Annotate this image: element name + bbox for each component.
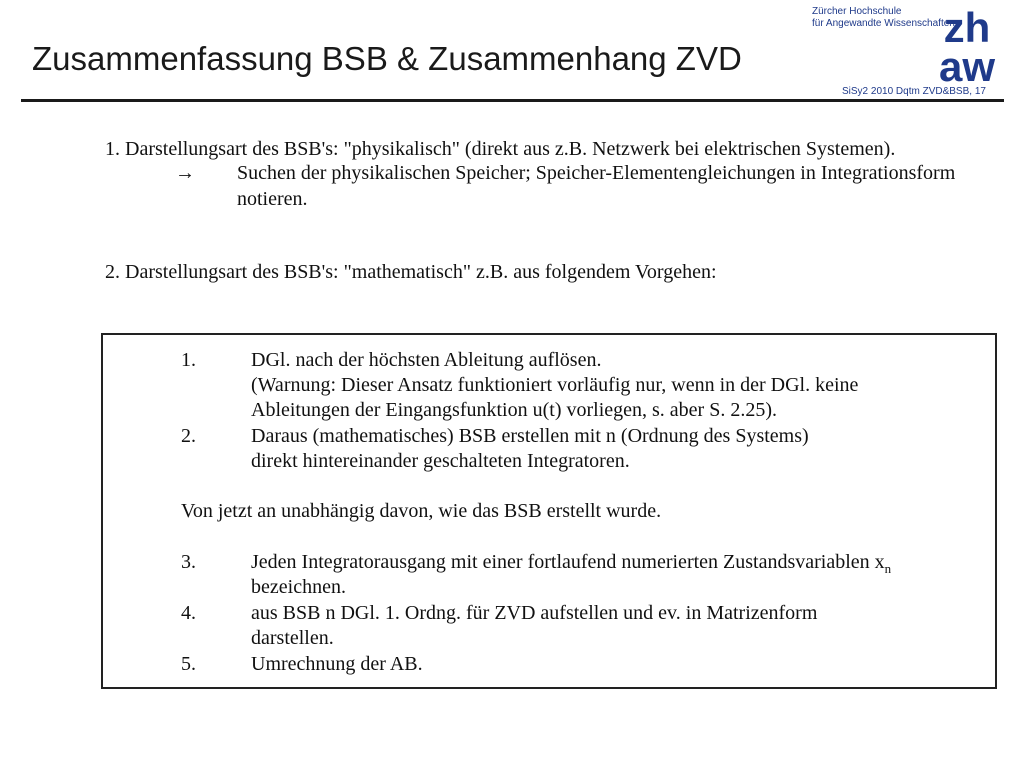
step-1-line-2: (Warnung: Dieser Ansatz funktioniert vorläufig nur, wenn in der DGl. keine <box>251 374 859 396</box>
procedure-box <box>101 333 997 689</box>
step-3-line-1 <box>251 551 891 577</box>
intro-item-1-line-1: 1. Darstellungsart des BSB's: "physikalisch" (direkt aus z.B. Netzwerk bei elektrischen Systemen). <box>105 138 896 160</box>
step-1-number: 1. <box>181 349 196 371</box>
procedure-note: Von jetzt an unabhängig davon, wie das BSB erstellt wurde. <box>181 500 662 522</box>
title-divider <box>21 99 1004 102</box>
step-3-line-1-text: Jeden Integratorausgang mit einer fortlaufend numerierten Zustandsvariablen x <box>251 551 885 573</box>
step-3-subscript: n <box>884 561 892 576</box>
step-5-number: 5. <box>181 653 196 675</box>
intro-item-1-line-2: Suchen der physikalischen Speicher; Speicher-Elementengleichungen in Integrationsform <box>237 162 956 184</box>
logo-text-top: zh <box>943 4 991 51</box>
intro-item-1-line-3: notieren. <box>237 188 308 210</box>
step-4-line-2: darstellen. <box>251 627 334 649</box>
slide-reference: SiSy2 2010 Dqtm ZVD&BSB, 17 <box>842 86 986 97</box>
arrow-right-icon: → <box>175 162 195 184</box>
step-3-number: 3. <box>181 551 196 573</box>
intro-item-2: 2. Darstellungsart des BSB's: "mathematisch" z.B. aus folgendem Vorgehen: <box>105 261 717 283</box>
step-2-line-1: Daraus (mathematisches) BSB erstellen mit n (Ordnung des Systems) <box>251 425 809 447</box>
step-1-line-3: Ableitungen der Eingangsfunktion u(t) vorliegen, s. aber S. 2.25). <box>251 399 777 421</box>
step-4-number: 4. <box>181 602 196 624</box>
logo-text-bottom: aw <box>938 43 996 84</box>
intro-item-1 <box>105 138 956 210</box>
step-2-line-2: direkt hintereinander geschalteten Integratoren. <box>251 450 630 472</box>
step-2-number: 2. <box>181 425 196 447</box>
zhaw-logo <box>927 4 1007 84</box>
slide-title: Zusammenfassung BSB & Zusammenhang ZVD <box>32 40 742 77</box>
institution-line-1: Zürcher Hochschule <box>812 6 902 17</box>
step-5-line-1: Umrechnung der AB. <box>251 653 423 675</box>
institution-line-2: für Angewandte Wissenschaften <box>812 18 955 29</box>
step-1-line-1: DGl. nach der höchsten Ableitung auflösen. <box>251 349 602 371</box>
step-3-line-2: bezeichnen. <box>251 576 346 598</box>
step-4-line-1: aus BSB n DGl. 1. Ordng. für ZVD aufstellen und ev. in Matrizenform <box>251 602 818 624</box>
